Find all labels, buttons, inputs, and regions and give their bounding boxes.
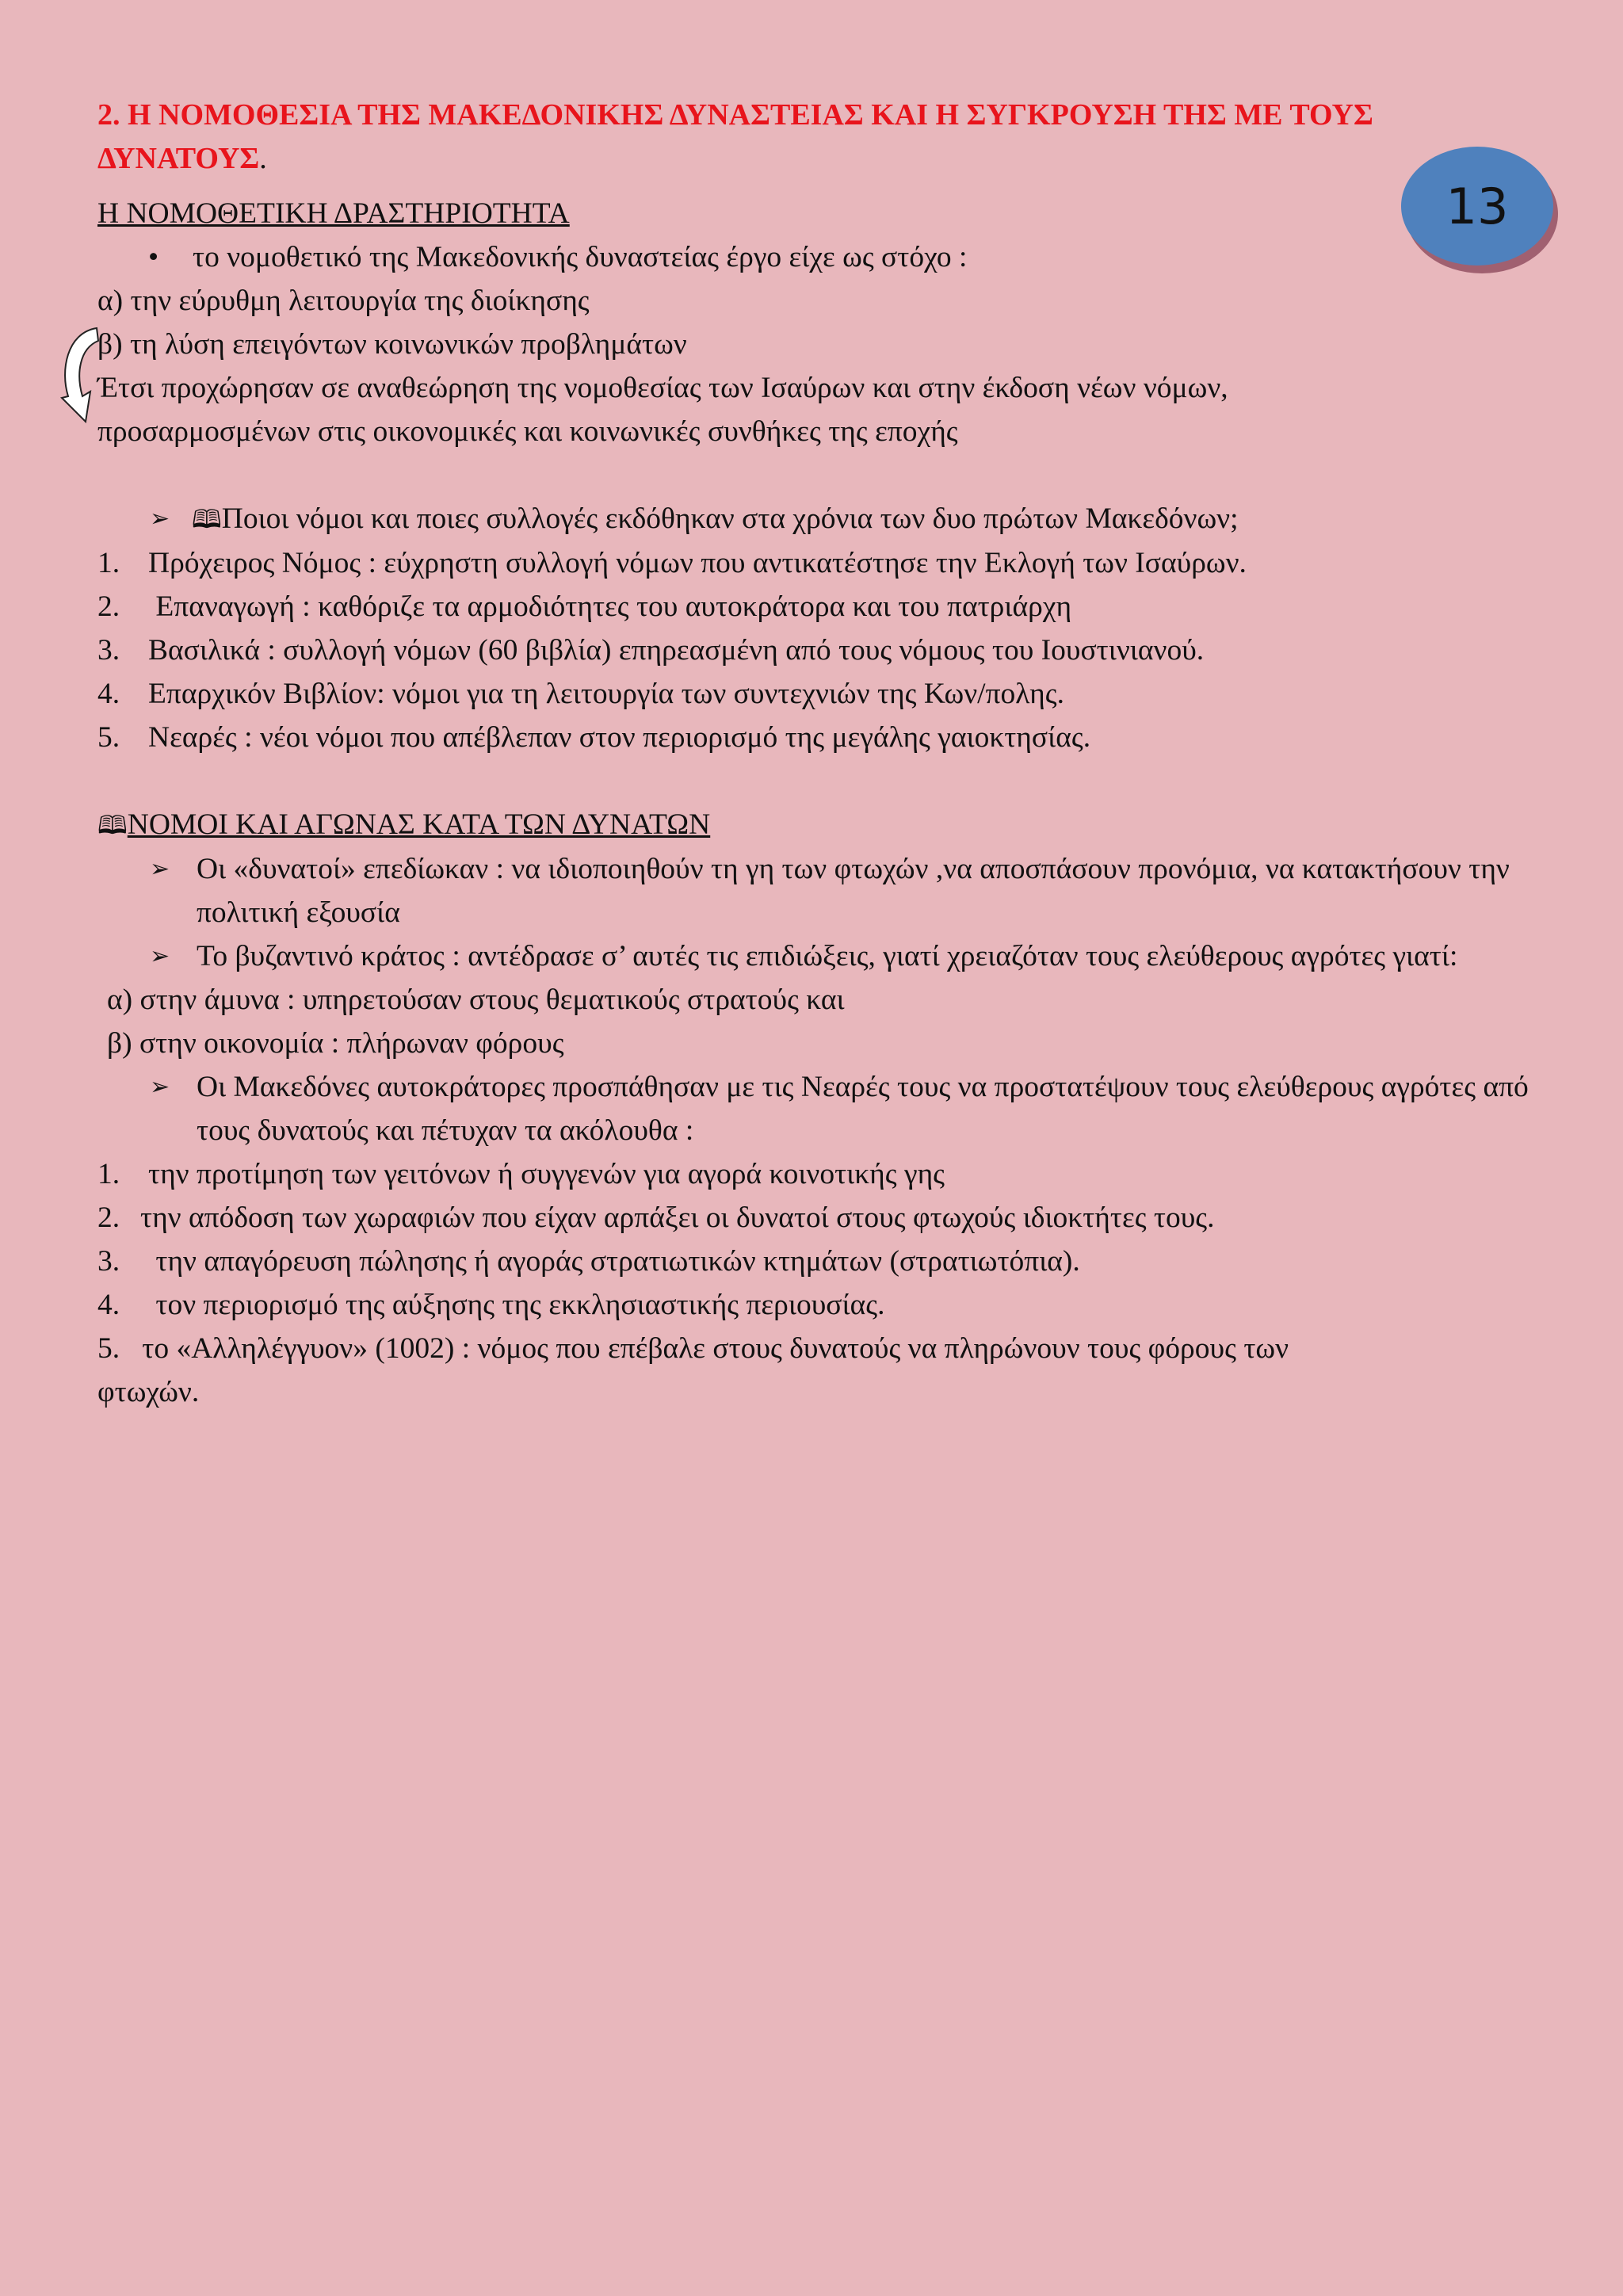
book-icon: 🕮 <box>97 810 128 840</box>
question-item: ➢ 🕮Ποιοι νόμοι και ποιες συλλογές εκδόθηκαν στα χρόνια των δυο πρώτων Μακεδόνων; <box>97 497 1540 541</box>
reason-a: α) στην άμυνα : υπηρετούσαν στους θεματικούς στρατούς και <box>107 984 845 1016</box>
section-heading-legislation: Η ΝΟΜΟΘΕΤΙΚΗ ΔΡΑΣΤΗΡΙΟΤΗΤΑ <box>97 197 570 230</box>
achievement-item: 4. τον περιορισμό της αύξησης της εκκλησιαστικής περιουσίας. <box>97 1289 885 1321</box>
law-item: 4. Επαρχικόν Βιβλίον: νόμοι για τη λειτουργία των συντεχνιών της Κων/πολης. <box>97 678 1064 710</box>
goal-a: α) την εύρυθμη λειτουργία της διοίκησης <box>97 285 590 317</box>
arrow-point-2: ➢ Το βυζαντινό κράτος : αντέδρασε σ’ αυτές τις επιδιώξεις, γιατί χρειαζόταν τους ελεύθερους αγρότες γιατί: <box>97 934 1540 978</box>
law-item: 1. Πρόχειρος Νόμος : εύχρηστη συλλογή νόμων που αντικατέστησε την Εκλογή των Ισαύρων. <box>97 547 1247 579</box>
bullet-item: • το νομοθετικό της Μακεδονικής δυναστείας έργο είχε ως στόχο : <box>97 235 1540 279</box>
arrow-bullet-icon: ➢ <box>150 855 170 883</box>
achievement-item: 1. την προτίμηση των γειτόνων ή συγγενών για αγορά κοινοτικής γης <box>97 1158 945 1190</box>
section-heading-struggle: 🕮ΝΟΜΟΙ ΚΑΙ ΑΓΩΝΑΣ ΚΑΤΑ ΤΩΝ ΔΥΝΑΤΩΝ <box>97 808 711 841</box>
arrow-bullet-icon: ➢ <box>150 505 170 533</box>
reason-b: β) στην οικονομία : πλήρωναν φόρους <box>107 1027 564 1060</box>
law-item: 3. Βασιλικά : συλλογή νόμων (60 βιβλία) επηρεασμένη από τους νόμους του Ιουστινιανού. <box>97 634 1205 667</box>
result-text-2: προσαρμοσμένων στις οικονομικές και κοινωνικές συνθήκες της εποχής <box>97 415 958 448</box>
page-title: 2. Η ΝΟΜΟΘΕΣΙΑ ΤΗΣ ΜΑΚΕΔΟΝΙΚΗΣ ΔΥΝΑΣΤΕΙΑΣ ΚΑΙ Η ΣΥΓΚΡΟΥΣΗ ΤΗΣ ΜΕ ΤΟΥΣ ΔΥΝΑΤΟΥΣ. <box>97 98 1373 175</box>
arrow-point-3: ➢ Οι Μακεδόνες αυτοκράτορες προσπάθησαν με τις Νεαρές τους να προστατέψουν τους ελεύθερους αγρότες από τους δυνατούς και πέτυχαν τα ακόλουθα : <box>97 1065 1540 1152</box>
result-text-1: Έτσι προχώρησαν σε αναθεώρηση της νομοθεσίας των Ισαύρων και στην έκδοση νέων νόμων, <box>97 372 1228 404</box>
achievement-item: 2. την απόδοση των χωραφιών που είχαν αρπάξει οι δυνατοί στους φτωχούς ιδιοκτήτες τους. <box>97 1201 1215 1234</box>
goal-b: β) τη λύση επειγόντων κοινωνικών προβλημάτων <box>97 328 687 361</box>
page-number: 13 <box>1445 177 1509 235</box>
arrow-bullet-icon: ➢ <box>150 942 170 970</box>
document-content <box>97 94 1540 1414</box>
book-icon: 🕮 <box>192 504 222 534</box>
achievement-item-5-cont: φτωχών. <box>97 1376 200 1408</box>
arrow-point-1: ➢ Οι «δυνατοί» επεδίωκαν : να ιδιοποιηθούν τη γη των φτωχών ,να αποσπάσουν προνόμια, να κατακτήσουν την πολιτική εξουσία <box>97 847 1540 934</box>
law-item: 5. Νεαρές : νέοι νόμοι που απέβλεπαν στον περιορισμό της μεγάλης γαιοκτησίας. <box>97 721 1091 754</box>
achievement-item: 3. την απαγόρευση πώλησης ή αγοράς στρατιωτικών κτημάτων (στρατιωτόπια). <box>97 1245 1080 1278</box>
bullet-dot-icon: • <box>148 241 159 273</box>
law-item: 2. Επαναγωγή : καθόριζε τα αρμοδιότητες του αυτοκράτορα και του πατριάρχη <box>97 590 1072 623</box>
achievement-item-5: 5. το «Αλληλέγγυον» (1002) : νόμος που επέβαλε στους δυνατούς να πληρώνουν τους φόρους των <box>97 1332 1289 1365</box>
arrow-bullet-icon: ➢ <box>150 1073 170 1101</box>
